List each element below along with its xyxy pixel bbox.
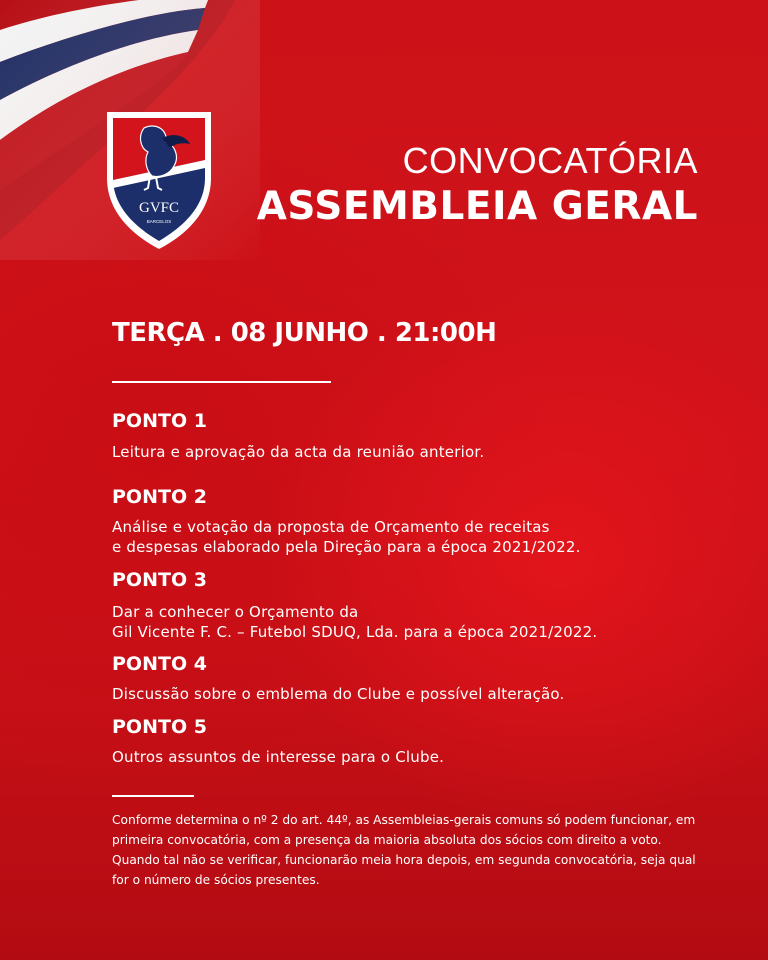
point-4-text: Discussão sobre o emblema do Clube e possível alteração. bbox=[112, 685, 565, 703]
point-2-title: PONTO 2 bbox=[112, 486, 207, 508]
point-2-text: Análise e votação da proposta de Orçamento de receitas e despesas elaborado pela Direção para a época 2021/2022. bbox=[112, 518, 581, 556]
point-3-text: Dar a conhecer o Orçamento da Gil Vicente F. C. – Futebol SDUQ, Lda. para a época 2021/2022. bbox=[112, 603, 598, 641]
point-3-title: PONTO 3 bbox=[112, 569, 207, 591]
meeting-date-time: TERÇA . 08 JUNHO . 21:00H bbox=[112, 318, 497, 348]
title-convocatoria: CONVOCATÓRIA bbox=[402, 140, 698, 181]
point-1-text: Leitura e aprovação da acta da reunião anterior. bbox=[112, 443, 485, 461]
svg-text:GVFC: GVFC bbox=[138, 200, 180, 216]
point-4-title: PONTO 4 bbox=[112, 653, 207, 675]
club-crest-logo bbox=[104, 108, 214, 252]
divider-line bbox=[112, 381, 331, 383]
title-assembleia-geral: ASSEMBLEIA GERAL bbox=[256, 184, 698, 229]
point-1-title: PONTO 1 bbox=[112, 410, 207, 432]
footnote-divider bbox=[112, 795, 194, 797]
svg-text:BARCELOS: BARCELOS bbox=[146, 219, 172, 224]
footnote: Conforme determina o nº 2 do art. 44º, as Assembleias-gerais comuns só podem funcionar, em primeira convocatória, com a presença da maioria absoluta dos sócios com direito a voto. Quando tal não se verificar, funcionarão meia hora depois, em segunda convocatória, seja qual for o número de sócios presentes. bbox=[112, 813, 696, 887]
point-5-title: PONTO 5 bbox=[112, 716, 207, 738]
point-5-text: Outros assuntos de interesse para o Clube. bbox=[112, 748, 445, 766]
